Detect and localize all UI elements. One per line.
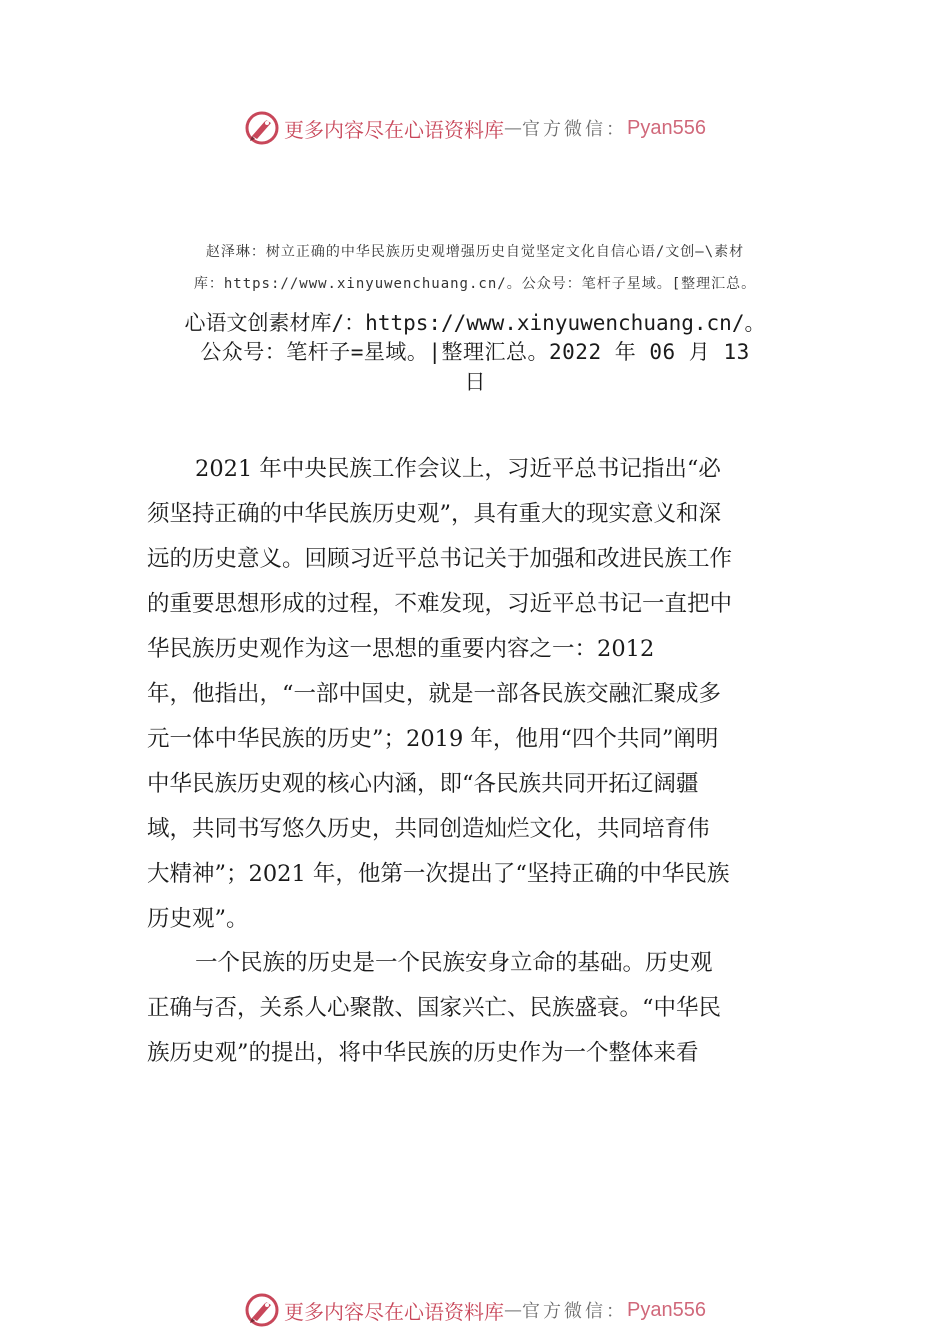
banner-wechat-label: 官方微信： xyxy=(522,119,628,140)
banner-dash: — xyxy=(504,117,523,139)
banner-wechat-id: Pyan556 xyxy=(627,116,706,139)
pen-nib-logo-icon xyxy=(244,110,280,146)
banner-dash: — xyxy=(504,1299,523,1321)
header-banner xyxy=(0,108,950,148)
paragraph-line: 中华民族历史观的核心内涵，即“各民族共同开拓辽阔疆 xyxy=(147,771,699,797)
footer-banner xyxy=(0,1290,950,1330)
banner-text: 更多内容尽在心语资料库 xyxy=(284,117,505,142)
pen-nib-logo-icon xyxy=(244,1292,280,1328)
banner-text: 更多内容尽在心语资料库 xyxy=(284,1299,505,1324)
paragraph-line: 须坚持正确的中华民族历史观”，具有重大的现实意义和深 xyxy=(147,501,722,527)
heading-line-3: 日 xyxy=(464,370,486,394)
heading-line-1: 心语文创素材库/：https://www.xinyuwenchuang.cn/。 xyxy=(184,311,766,335)
paragraph-line: 元一体中华民族的历史”；2019 年，他用“四个共同”阐明 xyxy=(147,726,719,752)
paragraph-line: 正确与否，关系人心聚散、国家兴亡、民族盛衰。“中华民 xyxy=(147,995,722,1021)
banner-wechat-id: Pyan556 xyxy=(627,1298,706,1321)
paragraph-line: 一个民族的历史是一个民族安身立命的基础。历史观 xyxy=(195,950,713,976)
paragraph-line: 远的历史意义。回顾习近平总书记关于加强和改进民族工作 xyxy=(147,546,733,572)
paragraph-line: 域，共同书写悠久历史，共同创造灿烂文化，共同培育伟 xyxy=(147,816,710,842)
paragraph-line: 2021 年中央民族工作会议上，习近平总书记指出“必 xyxy=(195,456,721,482)
paragraph-line: 大精神”；2021 年，他第一次提出了“坚持正确的中华民族 xyxy=(147,861,730,887)
heading-line-2: 公众号：笔杆子=星域。|整理汇总。2022 年 06 月 13 xyxy=(200,340,750,364)
paragraph-line: 历史观”。 xyxy=(147,906,249,932)
paragraph-line: 的重要思想形成的过程，不难发现，习近平总书记一直把中 xyxy=(147,591,733,617)
body-paragraph-1 xyxy=(147,447,807,942)
source-line-2: 库：https://www.xinyuwenchuang.cn/。公众号：笔杆子星域。[整理汇总。 xyxy=(193,276,757,292)
banner-wechat-label: 官方微信： xyxy=(522,1301,628,1322)
paragraph-line: 年，他指出，“一部中国史，就是一部各民族交融汇聚成多 xyxy=(147,681,722,707)
source-line-1: 赵泽琳：树立正确的中华民族历史观增强历史自觉坚定文化自信心语/文创—\素材 xyxy=(205,244,745,260)
body-paragraph-2 xyxy=(147,941,807,1076)
paragraph-line: 族历史观”的提出，将中华民族的历史作为一个整体来看 xyxy=(147,1040,699,1066)
paragraph-line: 华民族历史观作为这一思想的重要内容之一：2012 xyxy=(147,636,655,662)
